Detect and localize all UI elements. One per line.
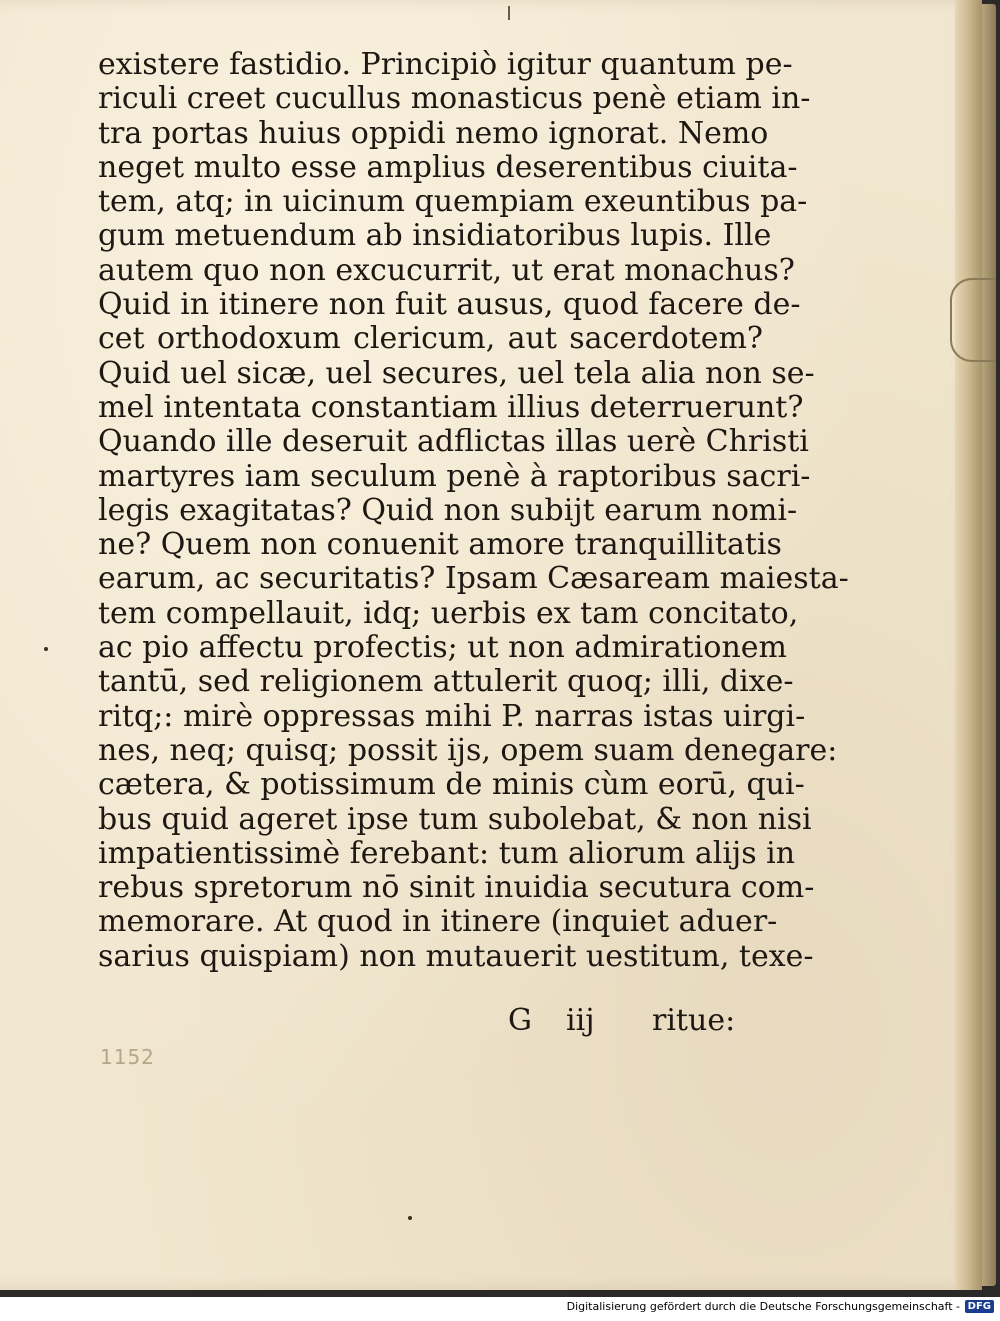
text-line: sarius quispiam) non mutauerit uestitum, texe- (98, 938, 814, 974)
signature-line (500, 1003, 765, 1037)
text-line: ac pio affectu profectis; ut non admirationem (98, 630, 787, 666)
footer-credit: Digitalisierung gefördert durch die Deutsche Forschungsgemeinschaft - (566, 1300, 960, 1313)
footer-bar (0, 1297, 1000, 1321)
text-line: tem compellauit, idq; uerbis ex tam concitato, (98, 595, 799, 631)
text-line: tantū, sed religionem attulerit quoq; illi, dixe- (98, 664, 794, 700)
text-line: ritq;: mirè oppressas mihi P. narras istas uirgi- (98, 698, 806, 734)
page-edge-shadow (955, 0, 982, 1290)
pencil-annotation: 1152 (100, 1045, 155, 1069)
text-line: tem, atq; in uicinum quempiam exeuntibus pa- (98, 184, 808, 220)
text-line: bus quid ageret ipse tum subolebat, & non nisi (98, 801, 812, 837)
text-line: martyres iam seculum penè à raptoribus sacri- (98, 458, 811, 494)
text-line: mel intentata constantiam illius deterruerunt? (98, 389, 804, 425)
dfg-logo: DFG (965, 1300, 994, 1313)
text-line: cet orthodoxum clericum, aut sacerdotem? (98, 321, 763, 357)
text-line: riculi creet cucullus monasticus penè etiam in- (98, 81, 811, 117)
text-line: impatientissimè ferebant: tum aliorum alijs in (98, 835, 796, 871)
book-fore-edge (982, 4, 996, 1286)
text-line: gum metuendum ab insidiatoribus lupis. Ille (98, 218, 772, 254)
text-line: rebus spretorum nō sinit inuidia secutura com- (98, 870, 815, 906)
text-line: neget multo esse amplius deserentibus ciuita- (98, 149, 798, 185)
text-line: tra portas huius oppidi nemo ignorat. Nemo (98, 115, 769, 151)
page-tab-outline (950, 278, 996, 362)
text-line: legis exagitatas? Quid non subijt earum nomi- (98, 492, 798, 528)
text-line: cætera, & potissimum de minis cùm eorū, qui- (98, 767, 805, 803)
text-line: Quando ille deseruit adflictas illas uerè Christi (98, 424, 809, 460)
page-text (98, 47, 849, 974)
text-line: memorare. At quod in itinere (inquiet aduer- (98, 904, 778, 940)
signature-number: iij (566, 1003, 595, 1038)
text-line: Quid in itinere non fuit ausus, quod facere de- (98, 287, 801, 323)
text-line: Quid uel sicæ, uel secures, uel tela alia non se- (98, 355, 815, 391)
catchword: rituе: (652, 1003, 736, 1038)
bottom-dot (408, 1216, 412, 1220)
text-line: autem quo non excucurrit, ut erat monachus? (98, 252, 795, 288)
text-line: existere fastidio. Principiò igitur quantum pe- (98, 47, 793, 82)
signature-mark: G (508, 1003, 532, 1038)
text-line: earum, ac securitatis? Ipsam Cæsaream maiesta- (98, 561, 849, 597)
margin-dot (44, 647, 48, 651)
text-line: ne? Quem non conuenit amore tranquillitatis (98, 527, 782, 563)
text-line: nes, neq; quisq; possit ijs, opem suam denegare: (98, 732, 838, 768)
top-tick-mark (508, 6, 510, 20)
